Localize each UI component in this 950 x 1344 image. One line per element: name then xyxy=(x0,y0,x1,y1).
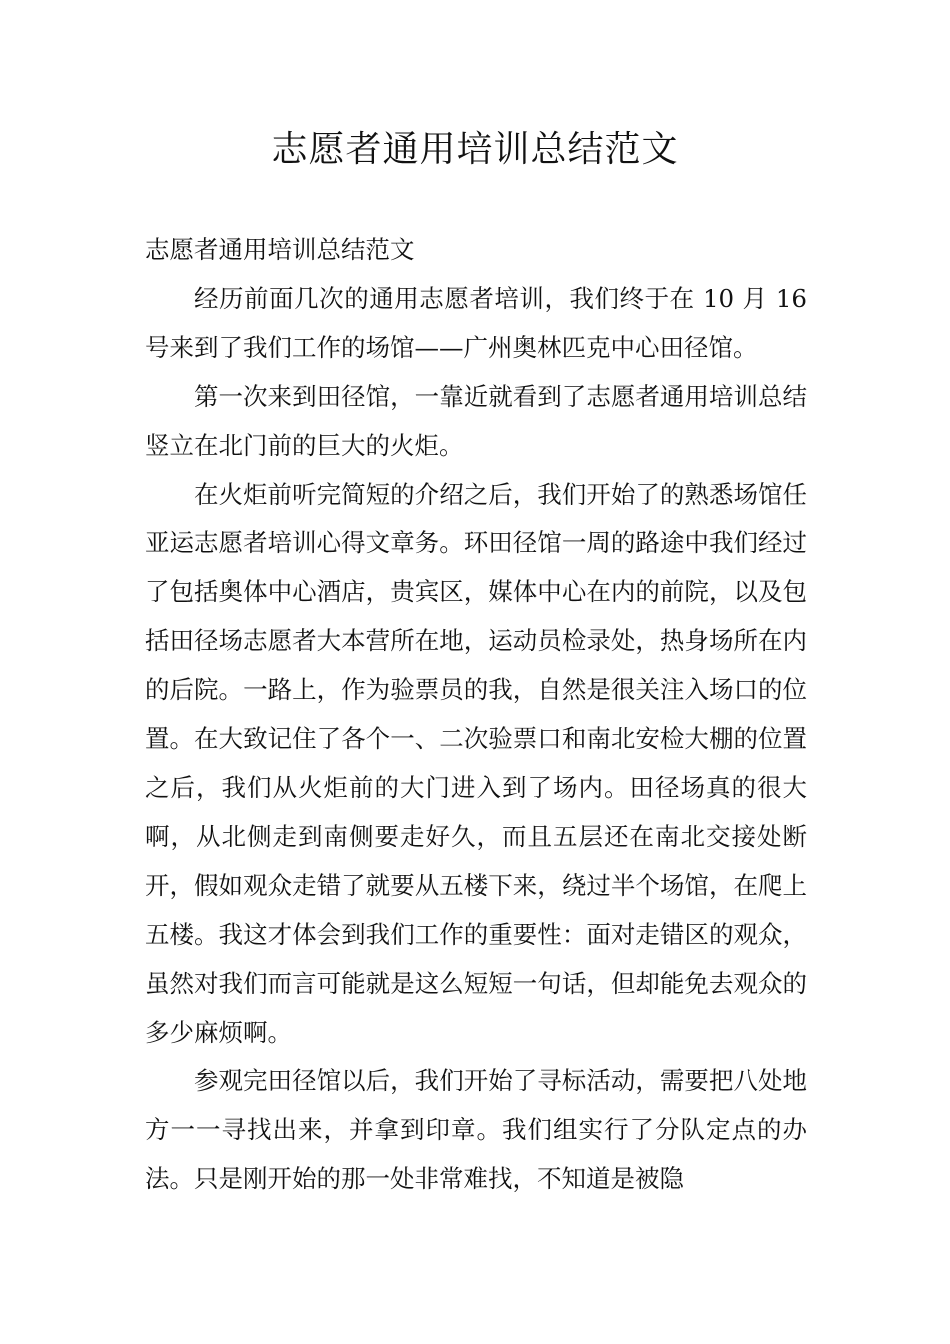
document-body xyxy=(145,226,807,1204)
paragraph: 参观完田径馆以后，我们开始了寻标活动，需要把八处地方一一寻找出来，并拿到印章。我们组实行了分队定点的办法。只是刚开始的那一处非常难找，不知道是被隐 xyxy=(145,1066,807,1194)
paragraph: 第一次来到田径馆，一靠近就看到了志愿者通用培训总结竖立在北门前的巨大的火炬。 xyxy=(145,381,807,460)
document-title: 志愿者通用培训总结范文 xyxy=(271,129,679,170)
paragraph: 经历前面几次的通用志愿者培训，我们终于在 10 月 16 号来到了我们工作的场馆——广州奥林匹克中心田径馆。 xyxy=(145,283,807,362)
paragraph: 在火炬前听完简短的介绍之后，我们开始了的熟悉场馆任亚运志愿者培训心得文章务。环田径馆一周的路途中我们经过了包括奥体中心酒店，贵宾区，媒体中心在内的前院，以及包括田径场志愿者大本营所在地，运动员检录处，热身场所在内的后院。一路上，作为验票员的我，自然是很关注入场口的位置。在大致记住了各个一、二次验票口和南北安检大棚的位置之后，我们从火炬前的大门进入到了场内。田径场真的很大啊，从北侧走到南侧要走好久，而且五层还在南北交接处断开，假如观众走错了就要从五楼下来，绕过半个场馆，在爬上五楼。我这才体会到我们工作的重要性：面对走错区的观众，虽然对我们而言可能就是这么短短一句话，但却能免去观众的多少麻烦啊。 xyxy=(145,479,807,1047)
document-subtitle: 志愿者通用培训总结范文 xyxy=(145,235,415,264)
